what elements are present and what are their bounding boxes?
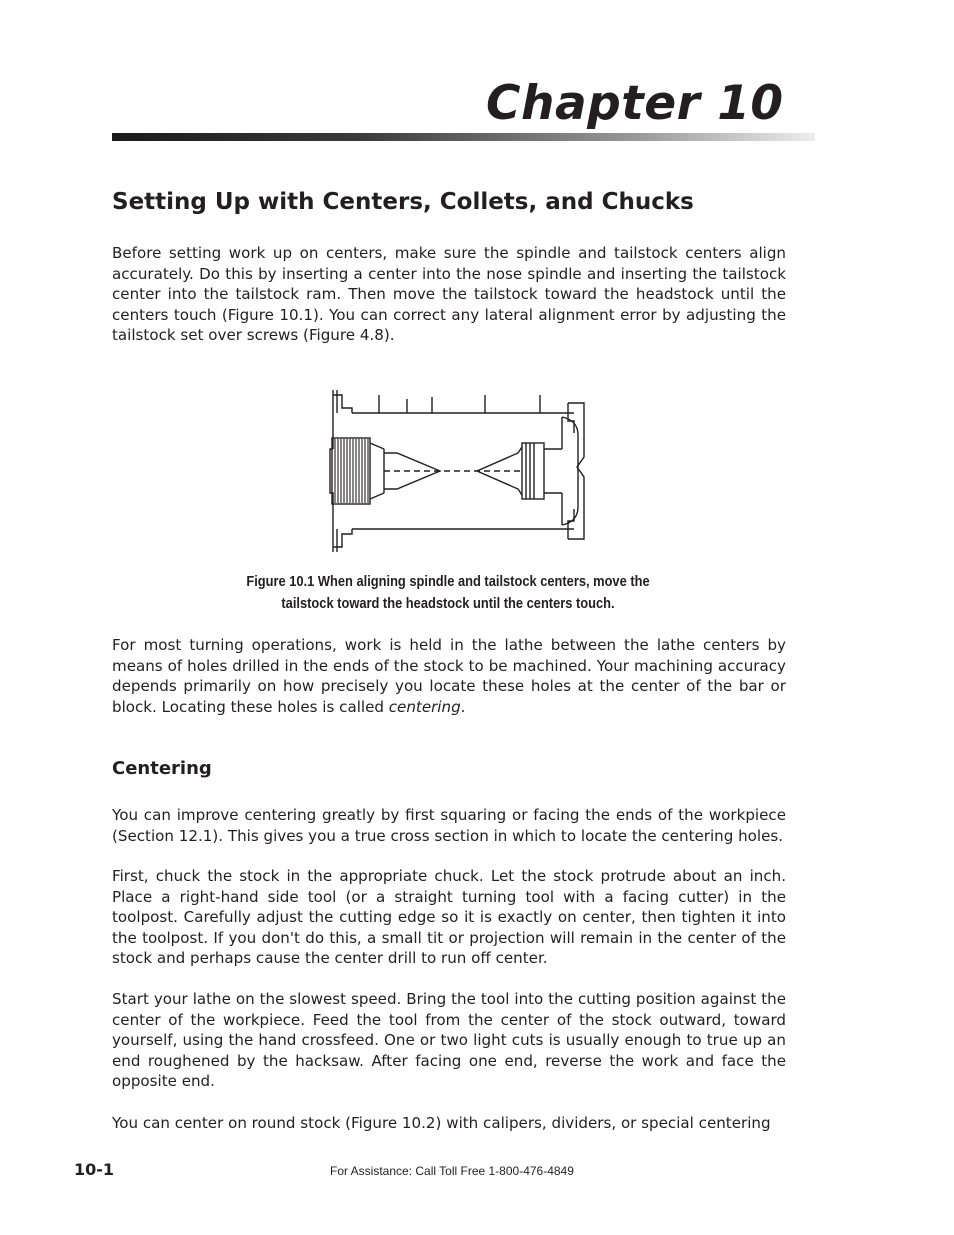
subsection-title: Centering (112, 758, 212, 779)
centering-paragraph-2: First, chuck the stock in the appropriate chuck. Let the stock protrude about an inch. Place a right-hand side tool (or a straight turning tool with a facing cutter) in the toolpost. Carefully adjust the cutting edge so it is exactly on center, then tighten it into the toolpost. If you don't do this, a small tit or projection will remain in the center of the stock and perhaps cause the center drill to run off center. (112, 867, 786, 968)
lathe-centers-drawing (322, 383, 588, 559)
holding-paragraph (112, 635, 786, 717)
section-title: Setting Up with Centers, Collets, and Chucks (112, 189, 694, 215)
centering-term: centering (388, 697, 461, 716)
holding-text: For most turning operations, work is held in the lathe between the lathe centers by means of holes drilled in the ends of the stock to be machined. Your machining accuracy depends primarily on how precisely you locate these holes at the center of the bar or block. Locating these holes is called (112, 636, 786, 716)
chapter-rule (112, 133, 815, 141)
centering-paragraph-1: You can improve centering greatly by first squaring or facing the ends of the workpiece (Section 12.1). This gives you a true cross section in which to locate the centering holes. (112, 806, 786, 845)
figure-caption (221, 572, 675, 615)
chapter-title: Chapter 10 (486, 76, 784, 131)
page-number: 10-1 (74, 1160, 115, 1179)
figure-caption-line-1: Figure 10.1 When aligning spindle and tailstock centers, move the (246, 574, 650, 590)
holding-period: . (460, 697, 466, 716)
centering-paragraph-4: You can center on round stock (Figure 10.2) with calipers, dividers, or special centering (112, 1114, 771, 1132)
figure-caption-line-2: tailstock toward the headstock until the centers touch. (281, 595, 615, 612)
intro-paragraph: Before setting work up on centers, make sure the spindle and tailstock centers align accurately. Do this by inserting a center into the nose spindle and inserting the tailstock center into the tailstock ram. Then move the tailstock toward the headstock until the centers touch (Figure 10.1). You can correct any lateral alignment error by adjusting the tailstock set over screws (Figure 4.8). (112, 244, 786, 345)
centering-paragraph-3: Start your lathe on the slowest speed. Bring the tool into the cutting position against the center of the workpiece. Feed the tool from the center of the stock outward, toward yourself, using the hand crossfeed. One or two light cuts is usually enough to true up an end roughened by the hacksaw. After facing one end, reverse the work and face the opposite end. (112, 990, 786, 1091)
figure-10-1-illustration (322, 383, 588, 559)
footer-assistance: For Assistance: Call Toll Free 1-800-476-4849 (330, 1164, 574, 1178)
